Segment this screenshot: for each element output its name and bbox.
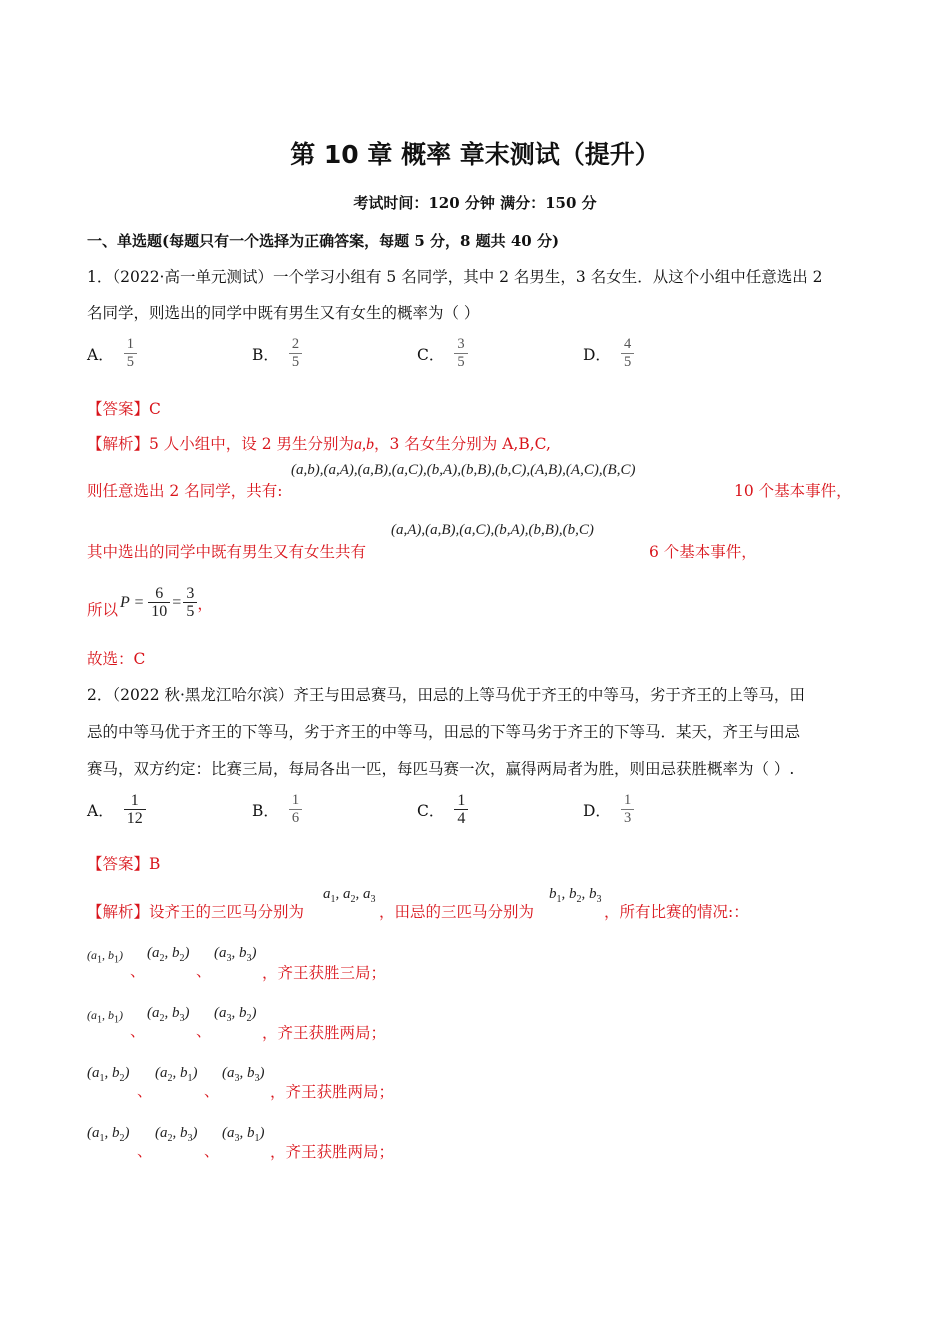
q1-option-c — [417, 336, 468, 371]
option-fraction — [289, 792, 302, 827]
match-pair: ($a_2$, $b_3$) — [147, 1005, 190, 1024]
case-result: ，齐王获胜两局； — [270, 1143, 395, 1161]
case-result: ，齐王获胜三局； — [262, 964, 387, 982]
analysis-math: a,b — [354, 436, 375, 453]
separator: 、 — [130, 1022, 146, 1040]
q2-option-c — [417, 792, 468, 827]
question-1-line-1: 1．（2022·高一单元测试）一个学习小组有 5 名同学，其中 2 名男生，3 名女生．从这个小组中任意选出 2 — [87, 268, 823, 286]
match-pair: ($a_3$, $b_3$) — [214, 945, 257, 964]
match-pair: ($a_3$, $b_3$) — [222, 1065, 265, 1084]
match-pair: ($a_3$, $b_1$) — [222, 1125, 265, 1144]
option-fraction — [124, 336, 137, 371]
fraction-denominator: 5 — [291, 354, 300, 370]
analysis-text: ，3 名女生分别为 A,B,C, — [374, 435, 551, 453]
option-fraction — [621, 336, 634, 371]
match-pair: ($a_1$, $b_2$) — [87, 1125, 130, 1144]
punctuation: ， — [197, 594, 213, 613]
fraction-denominator: 3 — [623, 810, 632, 826]
q1-analysis-line-2-tail: 10 个基本事件， — [734, 482, 852, 500]
q1-analysis-line-2-text: 则任意选出 2 名同学，共有: — [87, 482, 283, 500]
fraction-denominator: 5 — [457, 354, 465, 370]
tian-ji-horses: $b_1$, $b_2$, $b_3$ — [549, 886, 602, 905]
section-heading: 一、单选题(每题只有一个选择为正确答案，每题 5 分，8 题共 40 分) — [87, 232, 560, 250]
q1-analysis-line-4-text: 所以 — [87, 601, 119, 619]
match-pair: ($a_1$, $b_1$) — [87, 1008, 123, 1026]
equals-sign: = — [172, 593, 182, 611]
fraction-numerator: 3 — [457, 336, 465, 352]
separator: 、 — [196, 962, 212, 980]
fraction-numerator: 1 — [457, 792, 466, 809]
q2-analysis-text-3: ，所有比赛的情况:： — [604, 903, 749, 921]
separator: 、 — [137, 1142, 153, 1160]
option-label: B． — [252, 801, 279, 820]
probability-symbol: P = — [120, 593, 145, 611]
option-fraction — [454, 792, 468, 827]
fraction — [183, 585, 197, 620]
fraction-denominator: 5 — [186, 603, 195, 620]
exam-info: 考试时间：120 分钟 满分：150 分 — [353, 194, 597, 212]
option-fraction — [454, 336, 467, 371]
fraction-numerator: 1 — [126, 336, 134, 352]
option-label: D． — [583, 345, 611, 364]
fraction-denominator: 6 — [291, 810, 300, 826]
option-fraction — [124, 792, 146, 827]
option-fraction — [289, 336, 302, 371]
fraction-numerator: 6 — [155, 585, 164, 602]
match-pair: ($a_1$, $b_1$) — [87, 948, 123, 966]
separator: 、 — [137, 1082, 153, 1100]
question-2-line-3: 赛马，双方约定：比赛三局，每局各出一匹，每匹马赛一次，赢得两局者为胜，则田忌获胜概率为（ ）. — [87, 760, 795, 778]
match-pair: ($a_2$, $b_1$) — [155, 1065, 198, 1084]
q1-conclusion: 故选：C — [87, 650, 146, 668]
fraction — [148, 585, 170, 620]
q2-analysis-text-2: ，田忌的三匹马分别为 — [379, 903, 535, 921]
q1-analysis-line-3-tail: 6 个基本事件， — [649, 543, 757, 561]
option-label: C． — [417, 345, 445, 364]
q1-sample-space: (a,b),(a,A),(a,B),(a,C),(b,A),(b,B),(b,C),(A,B),(A,C),(B,C) — [291, 462, 636, 478]
q1-answer: 【答案】C — [87, 400, 161, 418]
fraction-denominator: 5 — [623, 354, 632, 370]
question-2-line-2: 忌的中等马优于齐王的下等马，劣于齐王的中等马，田忌的下等马劣于齐王的下等马．某天，齐王与田忌 — [87, 723, 801, 741]
q2-option-d — [583, 792, 634, 827]
match-pair: ($a_2$, $b_2$) — [147, 945, 190, 964]
q1-option-a — [87, 336, 137, 371]
q2-analysis-text-1: 【解析】设齐王的三匹马分别为 — [87, 903, 305, 921]
option-fraction — [621, 792, 634, 827]
fraction-numerator: 1 — [291, 792, 300, 808]
q1-option-b — [252, 336, 302, 371]
option-label: A． — [87, 345, 114, 364]
q2-answer: 【答案】B — [87, 855, 161, 873]
fraction-numerator: 1 — [623, 792, 632, 808]
option-label: A． — [87, 801, 114, 820]
match-pair: ($a_2$, $b_3$) — [155, 1125, 198, 1144]
case-result: ，齐王获胜两局； — [262, 1024, 387, 1042]
q1-favorable-events: (a,A),(a,B),(a,C),(b,A),(b,B),(b,C) — [391, 522, 594, 538]
page-title: 第 10 章 概率 章末测试（提升） — [290, 140, 660, 169]
match-pair: ($a_3$, $b_2$) — [214, 1005, 257, 1024]
q1-probability-formula — [120, 585, 213, 620]
case-result: ，齐王获胜两局； — [270, 1083, 395, 1101]
question-1-line-2: 名同学，则选出的同学中既有男生又有女生的概率为（ ） — [87, 304, 480, 322]
separator: 、 — [204, 1142, 220, 1160]
option-label: B． — [252, 345, 279, 364]
qi-king-horses: $a_1$, $a_2$, $a_3$ — [323, 886, 376, 905]
question-2-line-1: 2．（2022 秋·黑龙江哈尔滨）齐王与田忌赛马，田忌的上等马优于齐王的中等马，劣于齐王的上等马，田 — [87, 686, 805, 704]
analysis-text: 【解析】5 人小组中，设 2 男生分别为 — [87, 435, 355, 453]
q1-analysis-line-3-text: 其中选出的同学中既有男生又有女生共有 — [87, 543, 367, 561]
fraction-denominator: 10 — [151, 603, 168, 620]
q2-option-a — [87, 792, 146, 827]
separator: 、 — [204, 1082, 220, 1100]
separator: 、 — [130, 962, 146, 980]
fraction-denominator: 4 — [457, 810, 466, 827]
fraction-denominator: 5 — [126, 354, 134, 370]
q1-analysis-line-1 — [87, 432, 551, 454]
q2-option-b — [252, 792, 302, 827]
q1-option-d — [583, 336, 634, 371]
option-label: C． — [417, 801, 445, 820]
fraction-numerator: 3 — [186, 585, 195, 602]
fraction-numerator: 4 — [623, 336, 632, 352]
fraction-numerator: 1 — [130, 792, 139, 809]
match-pair: ($a_1$, $b_2$) — [87, 1065, 130, 1084]
fraction-numerator: 2 — [291, 336, 300, 352]
option-label: D． — [583, 801, 611, 820]
fraction-denominator: 12 — [126, 810, 143, 827]
separator: 、 — [196, 1022, 212, 1040]
